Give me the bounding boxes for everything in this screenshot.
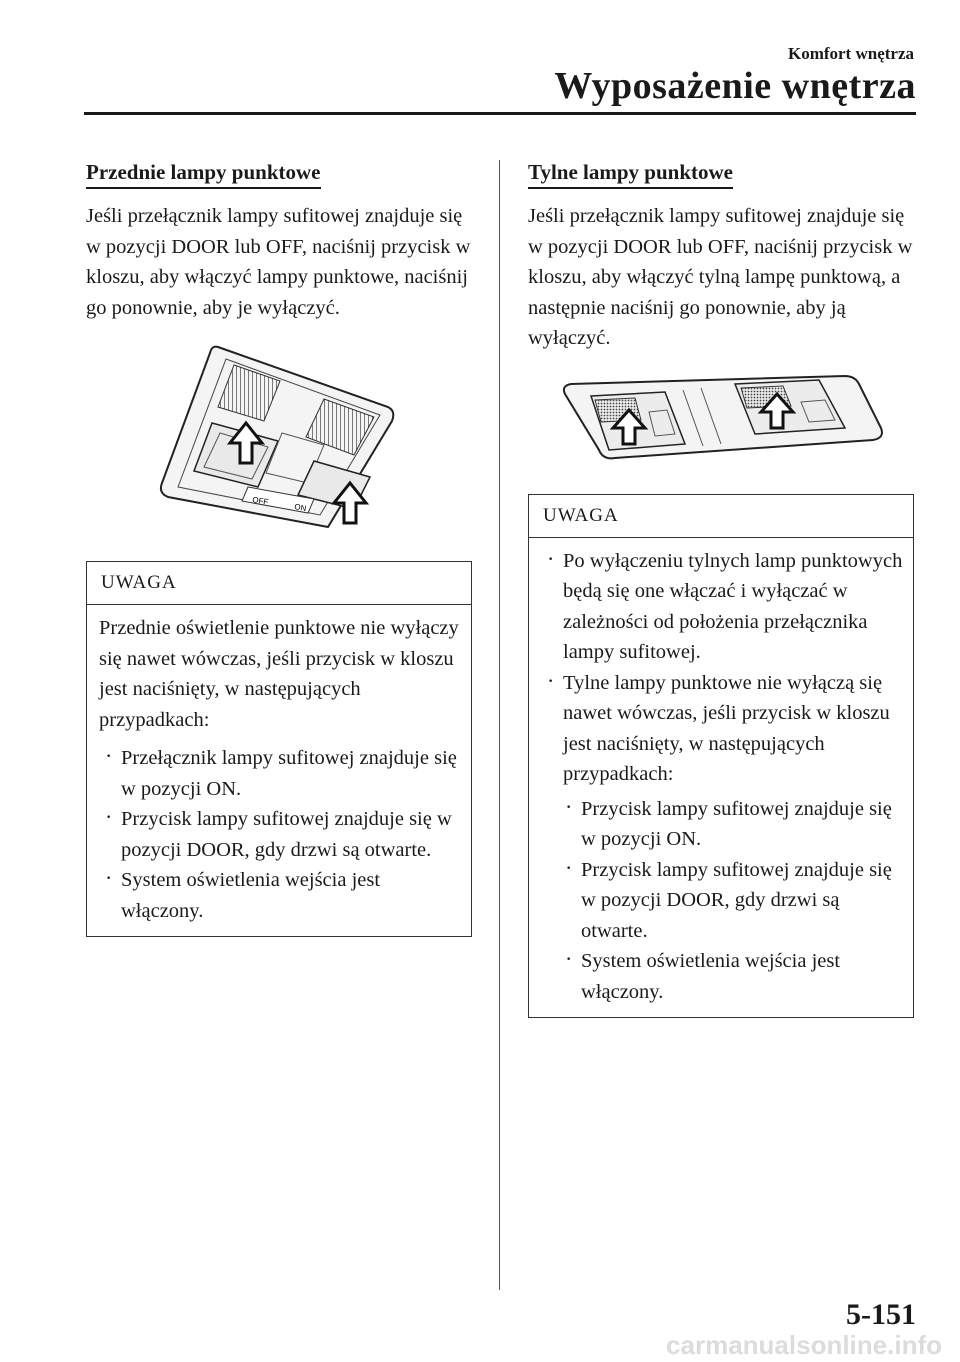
front-spotlights-heading: Przednie lampy punktowe	[86, 160, 321, 189]
page-number: 5-151	[846, 1298, 916, 1331]
list-item: · Tylne lampy punktowe nie wyłączą się nawet wówczas, jeśli przycisk w kloszu jest naciśnięty, w następujących przypadkach:	[541, 668, 903, 790]
note-list	[541, 546, 903, 790]
rear-console-illustration	[555, 372, 885, 464]
left-column	[86, 160, 476, 937]
off-label: OFF	[251, 495, 269, 507]
list-item: · Przycisk lampy sufitowej znajduje się w pozycji DOOR, gdy drzwi są otwarte.	[559, 855, 903, 947]
front-spotlights-paragraph: Jeśli przełącznik lampy sufitowej znajduje się w pozycji DOOR lub OFF, naciśnij przycisk w kloszu, aby włączyć lampy punktowe, naciśnij go ponownie, aby je wyłączyć.	[86, 205, 471, 319]
list-item: · System oświetlenia wejścia jest włączony.	[99, 865, 461, 926]
note-intro: Przednie oświetlenie punktowe nie wyłączy się nawet wówczas, jeśli przycisk w kloszu jest naciśnięty, w następujących przypadkach:	[99, 617, 459, 731]
front-spotlights-figure	[86, 337, 470, 537]
right-column	[528, 160, 918, 1018]
list-item: · Przycisk lampy sufitowej znajduje się w pozycji ON.	[559, 794, 903, 855]
watermark: carmanualsonline.info	[666, 1330, 942, 1360]
rear-note-box	[528, 494, 914, 1019]
header-rule	[84, 112, 916, 115]
column-divider	[499, 160, 500, 1290]
note-body	[529, 538, 913, 1018]
front-console-illustration	[148, 337, 408, 537]
page-title: Wyposażenie wnętrza	[554, 65, 916, 107]
rear-spotlights-figure	[528, 372, 912, 464]
rear-spotlights-heading: Tylne lampy punktowe	[528, 160, 733, 189]
list-item: · Po wyłączeniu tylnych lamp punktowych będą się one włączać i wyłączać w zależności od położenia przełącznika lampy sufitowej.	[541, 546, 903, 668]
note-title: UWAGA	[529, 495, 913, 538]
note-sublist	[541, 794, 903, 1008]
note-title: UWAGA	[87, 562, 471, 605]
note-body	[87, 605, 471, 936]
list-item: · Przycisk lampy sufitowej znajduje się w pozycji DOOR, gdy drzwi są otwarte.	[99, 804, 461, 865]
front-note-box	[86, 561, 472, 937]
header-section-name: Komfort wnętrza	[787, 44, 914, 63]
on-label: ON	[293, 502, 308, 514]
list-item: · System oświetlenia wejścia jest włączony.	[559, 946, 903, 1007]
list-item: · Przełącznik lampy sufitowej znajduje się w pozycji ON.	[99, 743, 461, 804]
note-list	[99, 743, 461, 926]
rear-spotlights-paragraph: Jeśli przełącznik lampy sufitowej znajduje się w pozycji DOOR lub OFF, naciśnij przycisk w kloszu, aby włączyć tylną lampę punktową, a następnie naciśnij go ponownie, aby ją wyłączyć.	[528, 205, 913, 349]
